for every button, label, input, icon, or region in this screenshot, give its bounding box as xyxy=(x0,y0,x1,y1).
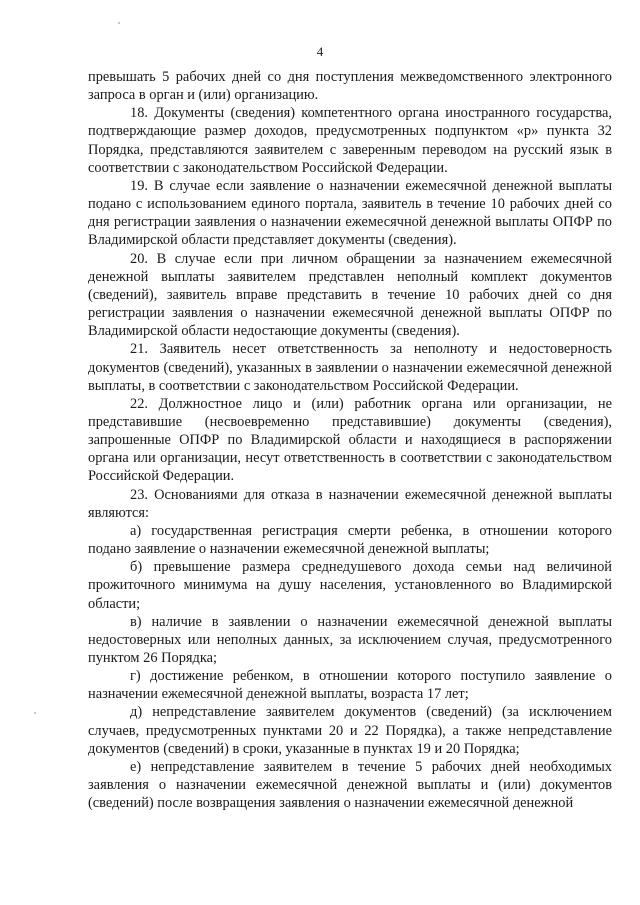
paragraph-21: 21. Заявитель несет ответственность за неполноту и недостоверность документов (сведений), указанных в заявлении о назначении ежемесячной денежной выплаты, в соответствии с законодательством Российской Федерации. xyxy=(88,341,612,394)
list-item-d: д) непредставление заявителем документов (сведений) (за исключением случаев, предусмотренных пунктами 20 и 22 Порядка), а также непредставление документов (сведений) в сроки, указанные в пунктах 19 и 20 Порядка; xyxy=(88,704,612,757)
list-item-a: а) государственная регистрация смерти ребенка, в отношении которого подано заявление о назначении ежемесячной денежной выплаты; xyxy=(88,522,612,558)
list-item-e: е) непредставление заявителем в течение 5 рабочих дней необходимых заявления о назначении ежемесячной денежной выплаты и (или) документов (сведений) после возвращения заявления о назначении ежемесячной денежной xyxy=(88,758,612,812)
list-item-b: б) превышение размера среднедушевого дохода семьи над величиной прожиточного минимума на душу населения, установленного во Владимирской области; xyxy=(88,559,612,612)
paragraph-18: 18. Документы (сведения) компетентного органа иностранного государства, подтверждающие размер доходов, предусмотренных подпунктом «р» пункта 32 Порядка, представляются заявителем с заверенным переводом на русский язык в соответствии с законодательством Российской Федерации. xyxy=(88,105,612,176)
paragraph-22: 22. Должностное лицо и (или) работник органа или организации, не представившие (несвоевременно представившие) документы (сведения), запрошенные ОПФР по Владимирской области и находящиеся в распоряжении органа или организации, несут ответственность в соответствии с законодательством Российской Федерации. xyxy=(88,395,612,485)
paragraph-19: 19. В случае если заявление о назначении ежемесячной денежной выплаты подано с использованием единого портала, заявитель в течение 10 рабочих дней со дня регистрации заявления о назначении ежемесячной денежной выплаты ОПФР по Владимирской области представляет документы (сведения). xyxy=(88,177,612,249)
paragraph-20: 20. В случае если при личном обращении за назначением ежемесячной денежной выплаты заявителем представлен неполный комплект документов (сведений), заявитель вправе представить в течение 10 рабочих дней со дня регистрации заявления о назначении ежемесячной денежной выплаты ОПФР по Владимирской области недостающие документы (сведения). xyxy=(88,250,612,340)
paragraph-23: 23. Основаниями для отказа в назначении ежемесячной денежной выплаты являются: xyxy=(88,486,612,521)
scan-mark-left xyxy=(34,712,36,714)
paragraph-17-continued: превышать 5 рабочих дней со дня поступления межведомственного электронного запроса в орган и (или) организацию. xyxy=(88,69,612,104)
document-body xyxy=(88,68,612,812)
list-item-g: г) достижение ребенком, в отношении которого поступило заявление о назначении ежемесячной денежной выплаты, возраста 17 лет; xyxy=(88,668,612,703)
list-item-v: в) наличие в заявлении о назначении ежемесячной денежной выплаты недостоверных или неполных данных, за исключением случая, предусмотренного пунктом 26 Порядка; xyxy=(88,613,612,666)
scan-mark-top xyxy=(118,22,120,24)
page-number: 4 xyxy=(316,44,324,59)
